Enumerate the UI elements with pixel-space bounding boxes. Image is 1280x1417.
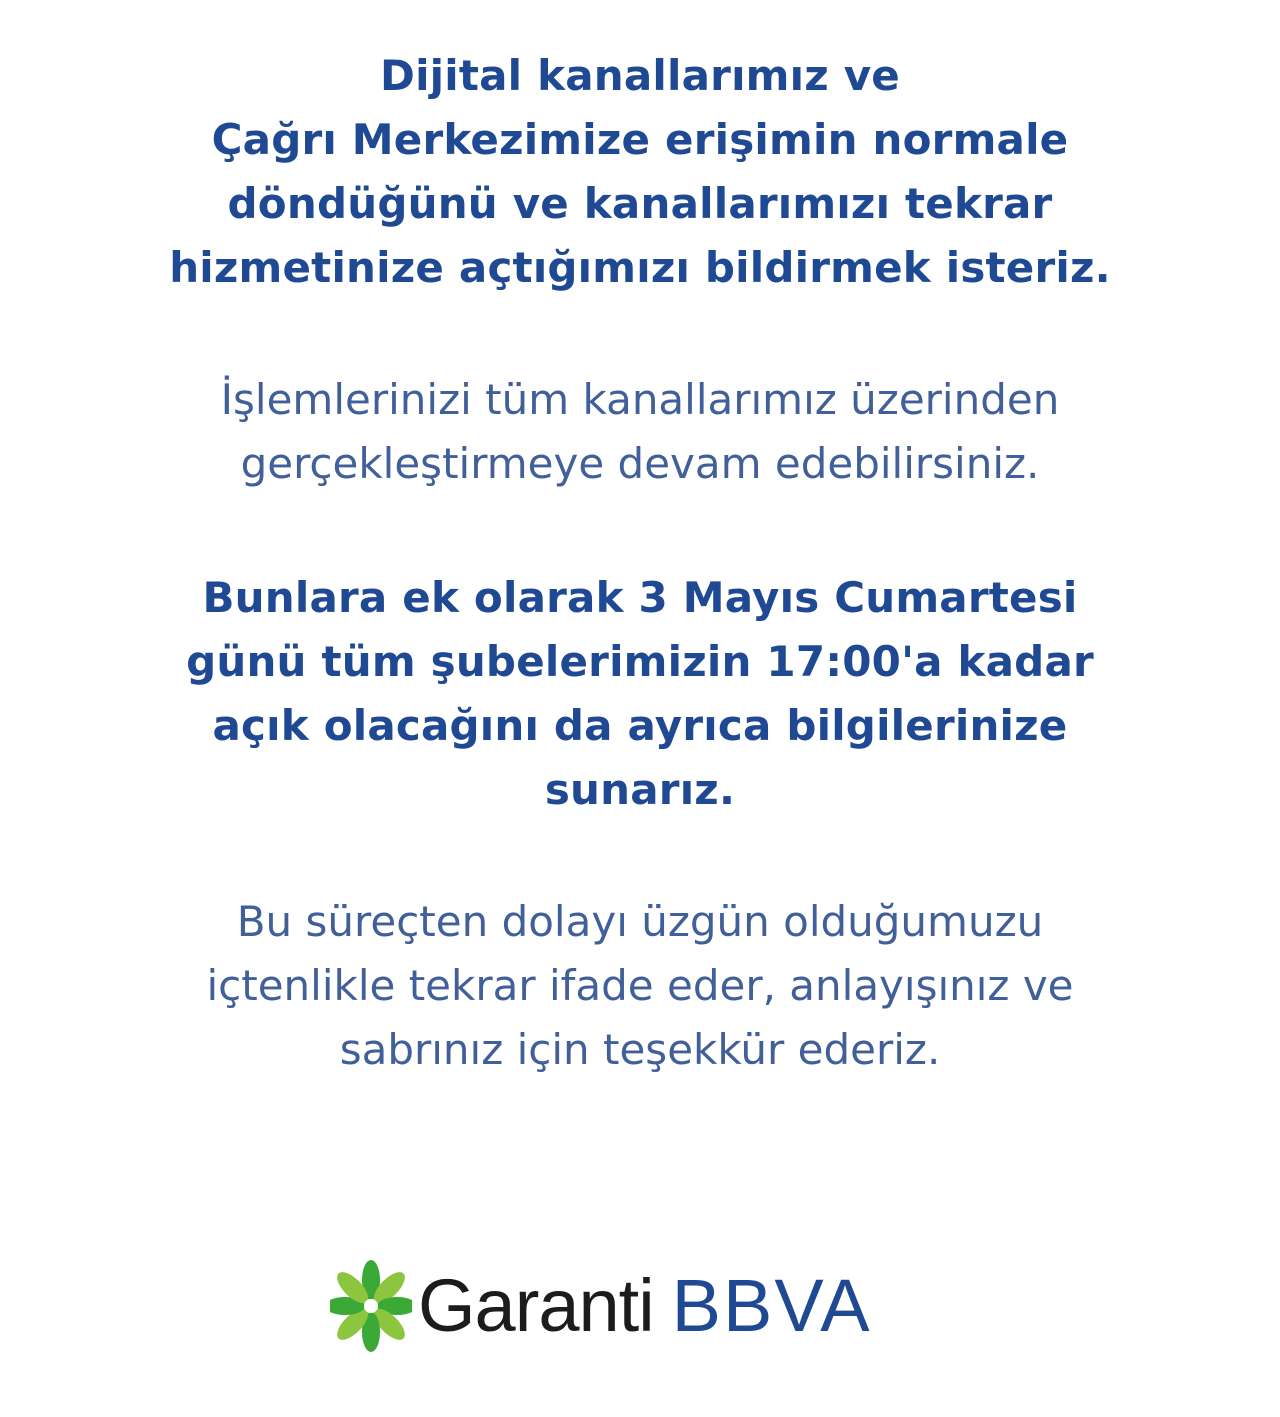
logo-brand-name: Garanti bbox=[418, 1264, 654, 1347]
notice-line: İşlemlerinizi tüm kanallarımız üzerinden bbox=[220, 375, 1060, 424]
notice-line: Bunlara ek olarak 3 Mayıs Cumartesi bbox=[202, 573, 1078, 622]
notice-line: Çağrı Merkezimize erişimin normale bbox=[211, 115, 1069, 164]
notice-paragraph-3 bbox=[0, 566, 1280, 822]
notice-line: döndüğünü ve kanallarımızı tekrar bbox=[227, 179, 1053, 228]
logo-partner-name: BBVA bbox=[671, 1264, 872, 1347]
notice-line: gerçekleştirmeye devam edebilirsiniz. bbox=[240, 439, 1040, 488]
notice-paragraph-1 bbox=[0, 44, 1280, 300]
notice-line: sabrınız için teşekkür ederiz. bbox=[339, 1025, 941, 1074]
notice-line: Dijital kanallarımız ve bbox=[380, 51, 900, 100]
notice-line: içtenlikle tekrar ifade eder, anlayışınız ve bbox=[206, 961, 1074, 1010]
notice-paragraph-4 bbox=[0, 890, 1280, 1082]
notice-line: hizmetinize açtığımızı bildirmek isteriz. bbox=[169, 243, 1111, 292]
notice-line: açık olacağını da ayrıca bilgilerinize bbox=[212, 701, 1068, 750]
notice-paragraph-2 bbox=[0, 368, 1280, 496]
notice-line: sunarız. bbox=[544, 765, 736, 814]
clover-leaf-icon bbox=[330, 1258, 412, 1354]
garanti-bbva-logo bbox=[330, 1256, 872, 1356]
notice-line: günü tüm şubelerimizin 17:00'a kadar bbox=[186, 637, 1094, 686]
notice-line: Bu süreçten dolayı üzgün olduğumuzu bbox=[236, 897, 1044, 946]
